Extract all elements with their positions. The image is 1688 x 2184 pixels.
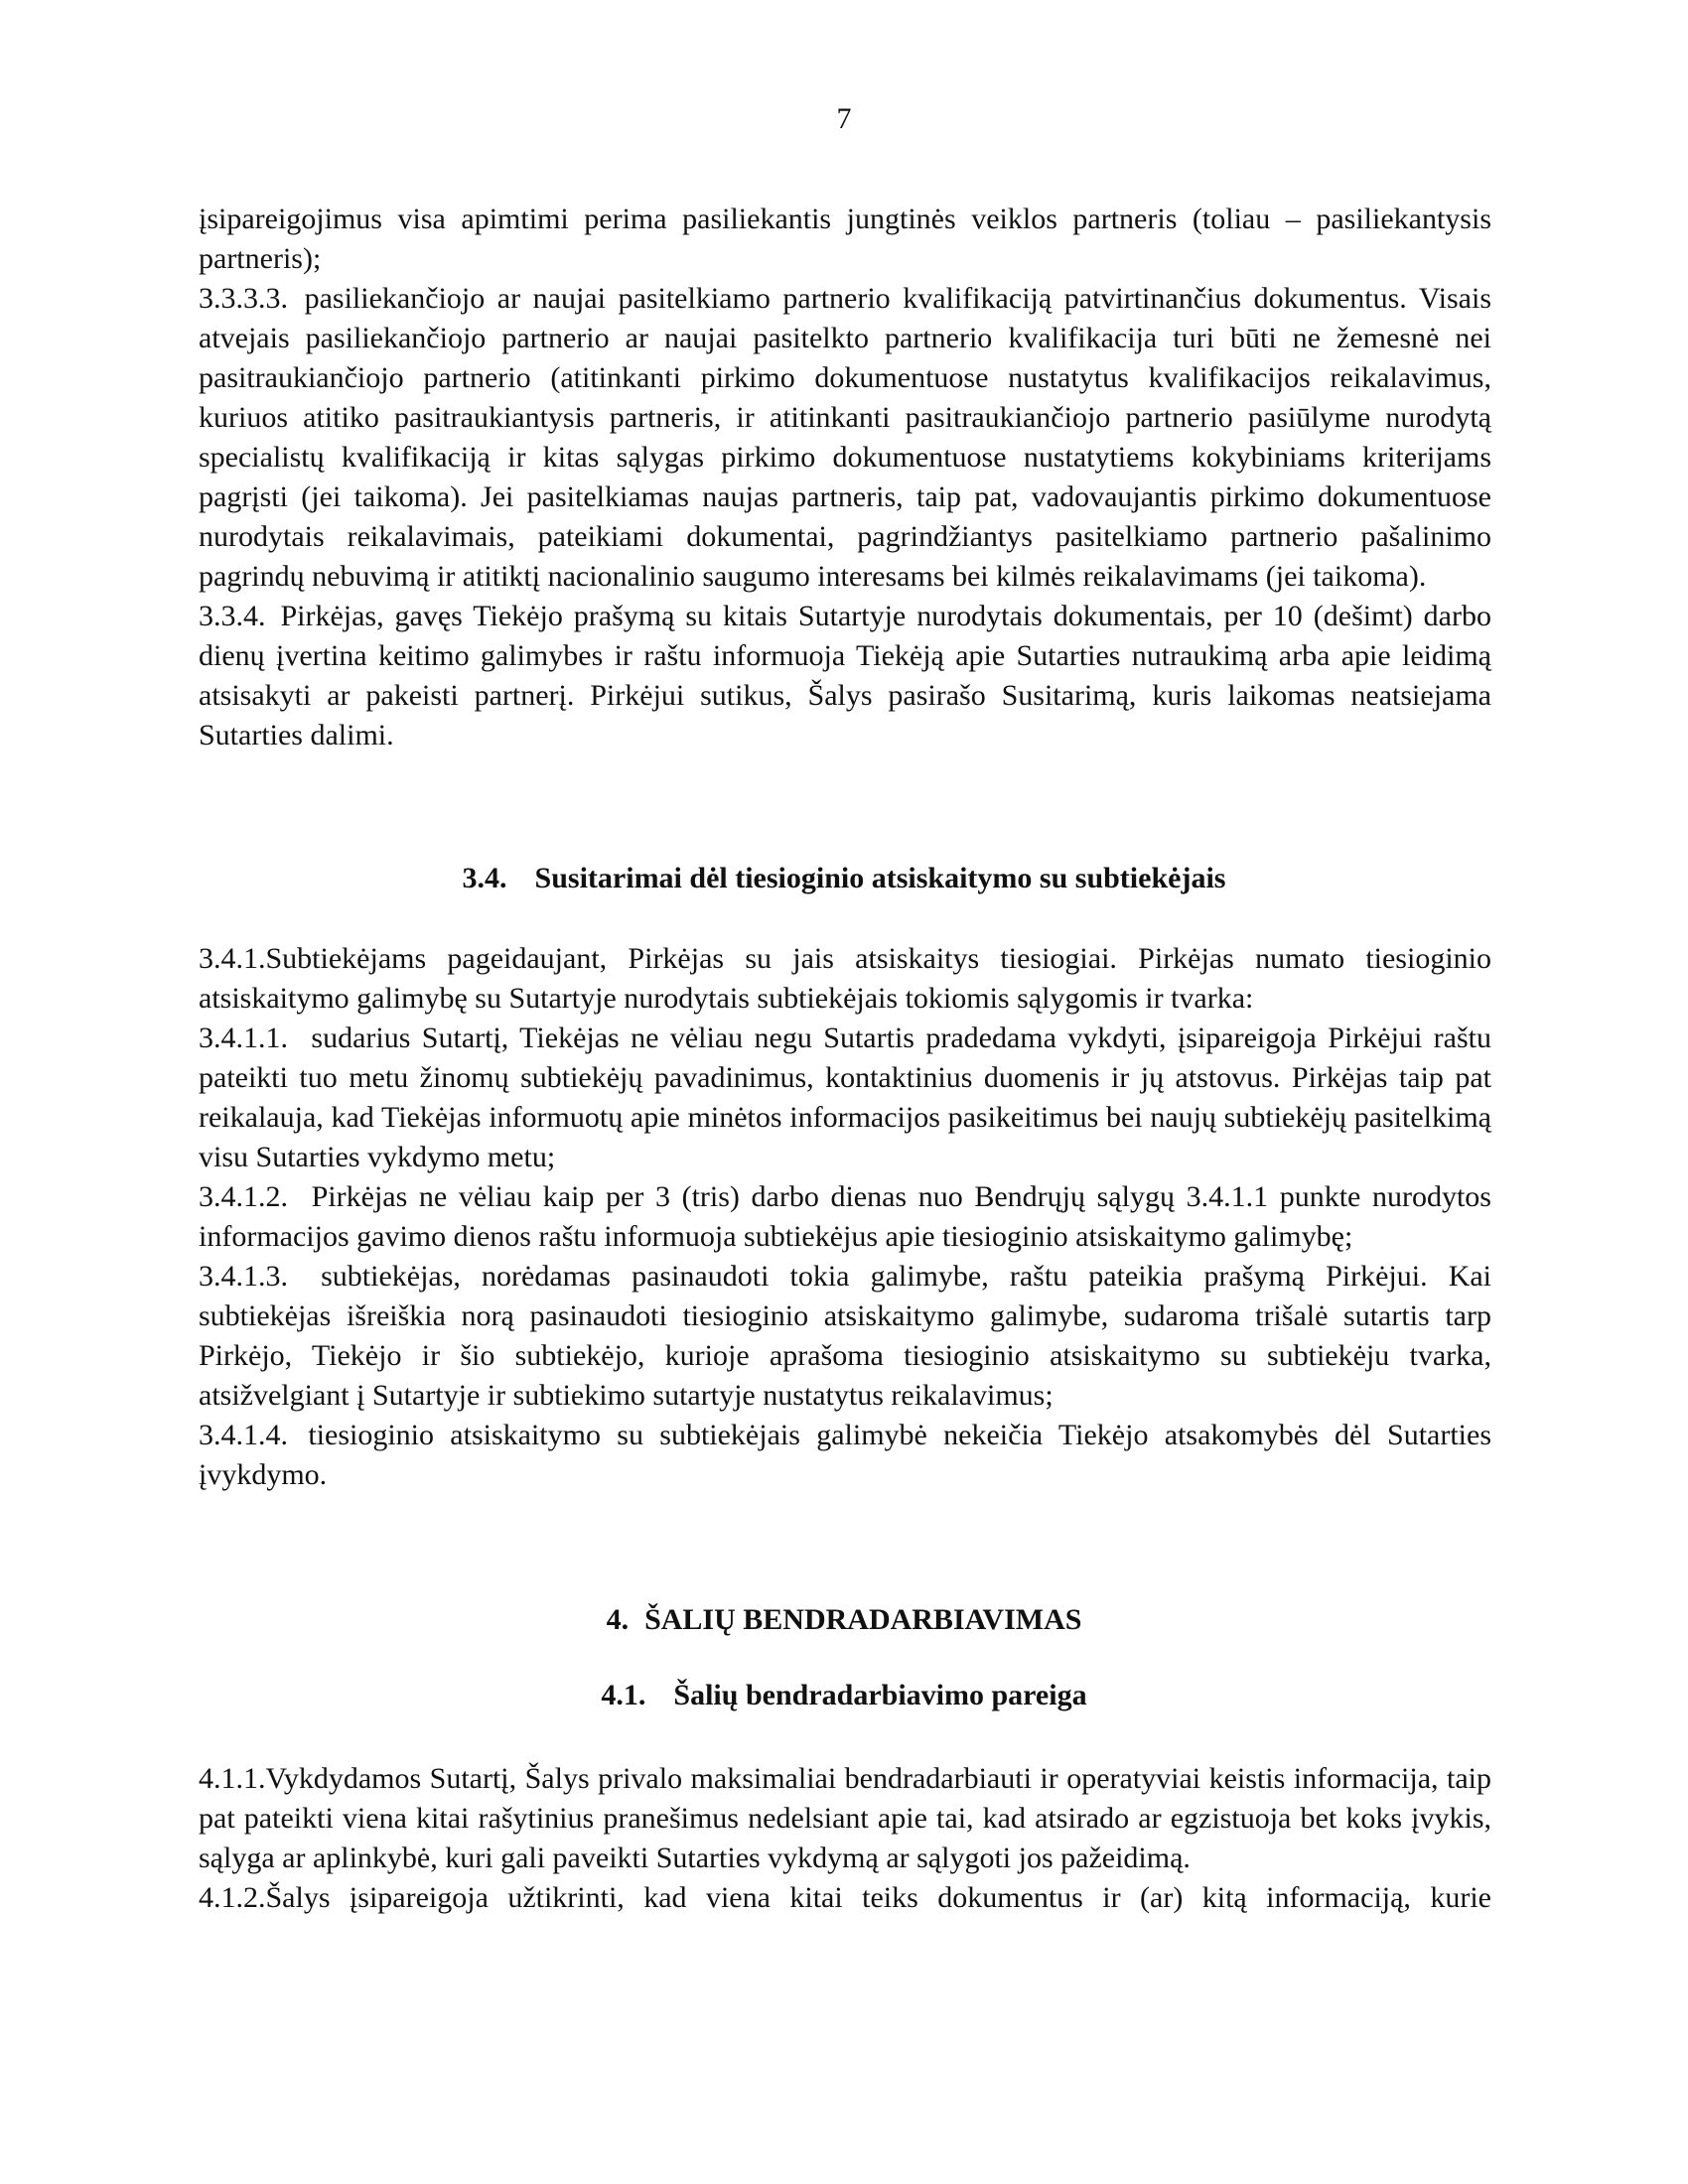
paragraph-text: subtiekėjas, norėdamas pasinaudoti tokia galimybe, raštu pateikia prašymą Pirkėjui. Kai subtiekėjas išreiškia norą pasinaudoti tiesioginio atsiskaitymo galimybe, sudaroma trišalė sutartis tarp Pirkėjo, Tiekėjo ir šio subtiekėjo, kurioje aprašoma tiesioginio atsiskaitymo su subtiekėju tvarka, atsižvelgiant į Sutartyje ir subtiekimo sutartyje nustatytus reikalavimus;: [199, 1260, 1492, 1412]
paragraph-3-3-4: [199, 597, 1491, 755]
paragraph-text: Vykdydamos Sutartį, Šalys privalo maksimaliai bendradarbiauti ir operatyviai keistis informacija, taip pat pateikti viena kitai rašytinius pranešimus nedelsiant apie tai, kad atsirado ar egzistuoja bet koks įvykis, sąlyga ar aplinkybė, kuri gali paveikti Sutarties vykdymą ar sąlygoti jos pažeidimą.: [199, 1762, 1491, 1874]
paragraph-label: 3.4.1.: [199, 942, 266, 975]
paragraph-continued: [199, 200, 1491, 279]
section-3-4-body: [199, 939, 1491, 1495]
paragraph-label: 3.4.1.2.: [199, 1180, 288, 1213]
paragraph-3-4-1: [199, 939, 1491, 1019]
page-number: 7: [836, 102, 852, 135]
paragraph-text: Pirkėjas ne vėliau kaip per 3 (tris) darbo dienas nuo Bendrųjų sąlygų 3.4.1.1 punkte nurodytos informacijos gavimo dienos raštu informuoja subtiekėjus apie tiesioginio atsiskaitymo galimybę;: [199, 1180, 1491, 1253]
heading-number: 4.: [606, 1603, 630, 1636]
heading-title: ŠALIŲ BENDRADARBIAVIMAS: [644, 1603, 1082, 1636]
paragraph-3-4-1-1: [199, 1019, 1491, 1177]
paragraph-text: tiesioginio atsiskaitymo su subtiekėjais galimybė nekeičia Tiekėjo atsakomybės dėl Sutarties įvykdymo.: [199, 1419, 1491, 1491]
paragraph-text: Pirkėjas, gavęs Tiekėjo prašymą su kitais Sutartyje nurodytais dokumentais, per 10 (dešimt) darbo dienų įvertina keitimo galimybes ir raštu informuoja Tiekėją apie Sutarties nutraukimą arba apie leidimą atsisakyti ar pakeisti partnerį. Pirkėjui sutikus, Šalys pasirašo Susitarimą, kuris laikomas neatsiejama Sutarties dalimi.: [199, 600, 1491, 751]
paragraph-label: 4.1.2.: [199, 1881, 266, 1914]
section-heading-4-1: [0, 1676, 1688, 1715]
paragraph-label: 3.3.3.3.: [199, 282, 288, 315]
paragraph-4-1-2: [199, 1878, 1491, 1918]
heading-number: 4.1.: [601, 1679, 646, 1711]
paragraph-3-3-3-3: [199, 279, 1491, 597]
paragraph-text: Šalys įsipareigoja užtikrinti, kad viena kitai teiks dokumentus ir (ar) kitą informaciją, kurie: [265, 1881, 1491, 1914]
section-heading-4: [0, 1600, 1688, 1640]
heading-title: Šalių bendradarbiavimo pareiga: [673, 1679, 1087, 1711]
paragraph-3-4-1-4: [199, 1416, 1491, 1495]
paragraph-4-1-1: [199, 1759, 1491, 1878]
section-heading-3-4: [0, 859, 1688, 898]
section-3-3-continued: [199, 200, 1491, 755]
paragraph-text: įsipareigojimus visa apimtimi perima pasiliekantis jungtinės veiklos partneris (toliau – pasiliekantysis partneris);: [199, 203, 1491, 275]
paragraph-text: pasiliekančiojo ar naujai pasitelkiamo partnerio kvalifikaciją patvirtinančius dokumentus. Visais atvejais pasiliekančiojo partnerio ar naujai pasitelkto partnerio kvalifikacija turi būti ne žemesnė nei pasitraukiančiojo partnerio (atitinkanti pirkimo dokumentuose nustatytus kvalifikacijos reikalavimus, kuriuos atitiko pasitraukiantysis partneris, ir atitinkanti pasitraukiančiojo partnerio pasiūlyme nurodytą specialistų kvalifikaciją ir kitas sąlygas pirkimo dokumentuose nustatytiems kokybiniams kriterijams pagrįsti (jei taikoma). Jei pasitelkiamas naujas partneris, taip pat, vadovaujantis pirkimo dokumentuose nurodytais reikalavimais, pateikiami dokumentai, pagrindžiantys pasitelkiamo partnerio pašalinimo pagrindų nebuvimą ir atitiktį nacionalinio saugumo interesams bei kilmės reikalavimams (jei taikoma).: [199, 282, 1491, 593]
paragraph-label: 3.3.4.: [199, 600, 266, 632]
paragraph-label: 4.1.1.: [199, 1762, 266, 1795]
paragraph-text: sudarius Sutartį, Tiekėjas ne vėliau negu Sutartis pradedama vykdyti, įsipareigoja Pirkėjui raštu pateikti tuo metu žinomų subtiekėjų pavadinimus, kontaktinius duomenis ir jų atstovus. Pirkėjas taip pat reikalauja, kad Tiekėjas informuotų apie minėtos informacijos pasikeitimus bei naujų subtiekėjų pasitelkimą visu Sutarties vykdymo metu;: [199, 1022, 1491, 1173]
heading-number: 3.4.: [462, 862, 507, 894]
paragraph-label: 3.4.1.3.: [199, 1260, 288, 1293]
paragraph-label: 3.4.1.4.: [199, 1419, 288, 1451]
paragraph-text: Subtiekėjams pageidaujant, Pirkėjas su jais atsiskaitys tiesiogiai. Pirkėjas numato tiesioginio atsiskaitymo galimybę su Sutartyje nurodytais subtiekėjais tokiomis sąlygomis ir tvarka:: [199, 942, 1491, 1015]
paragraph-3-4-1-2: [199, 1177, 1491, 1257]
heading-title: Susitarimai dėl tiesioginio atsiskaitymo su subtiekėjais: [534, 862, 1226, 894]
paragraph-label: 3.4.1.1.: [199, 1022, 288, 1054]
paragraph-3-4-1-3: [199, 1257, 1491, 1416]
section-4-1-body: [199, 1759, 1491, 1918]
